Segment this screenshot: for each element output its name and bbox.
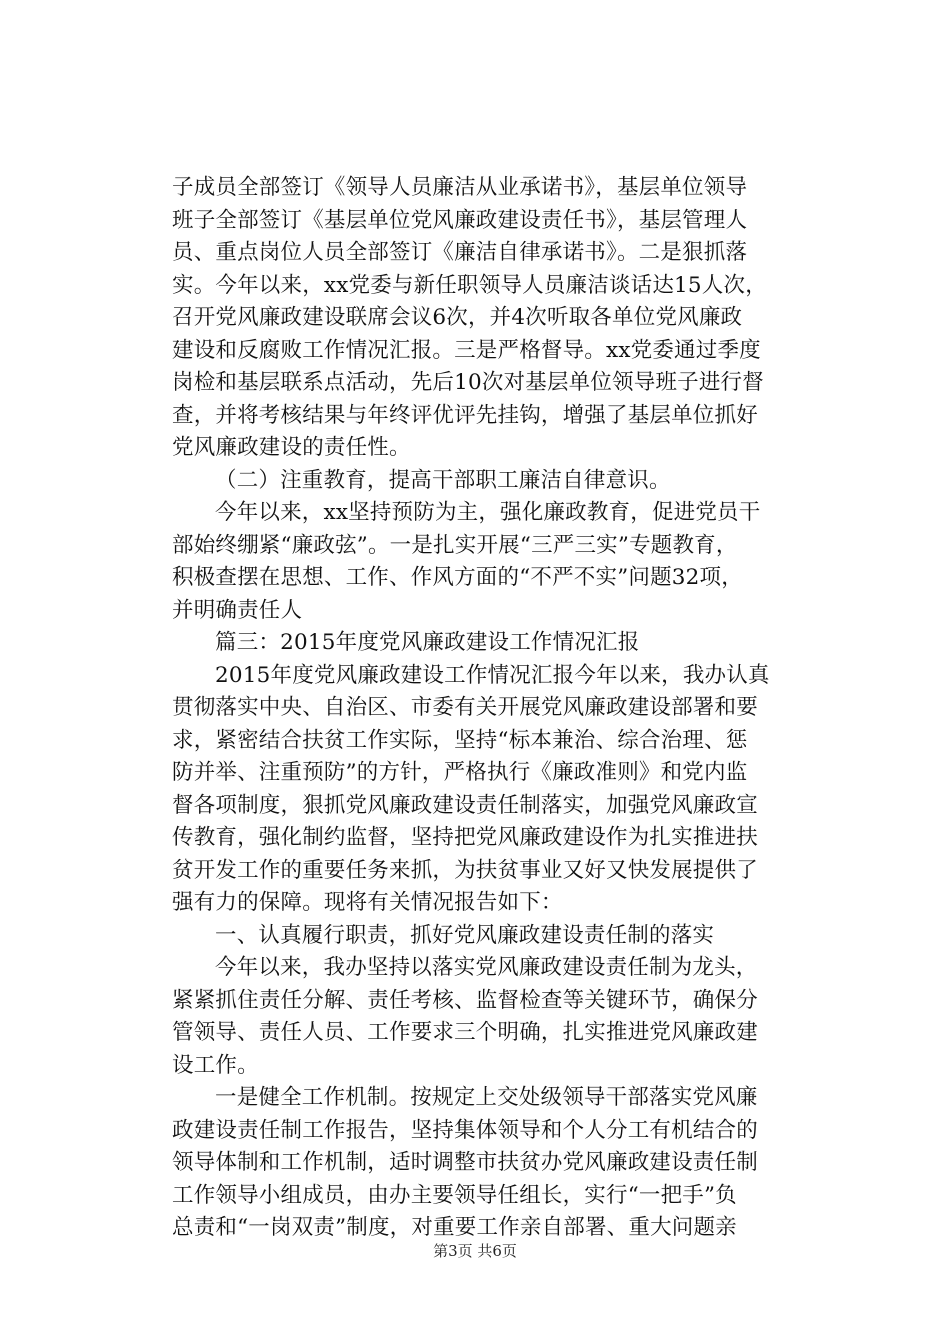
text-line: 召开党风廉政建设联席会议6次，并4次听取各单位党风廉政 [172,305,743,330]
text-line: 班子全部签订《基层单位党风廉政建设责任书》，基层管理人 [172,207,748,233]
text-line: 今年以来，xx坚持预防为主，强化廉政教育，促进党员干 [215,500,761,525]
text-line: 管领导、责任人员、工作要求三个明确，扎实推进党风廉政建 [172,1020,758,1045]
text-line: 督各项制度，狠抓党风廉政建设责任制落实，加强党风廉政宣 [172,792,758,818]
text-line: 工作领导小组成员，由办主要领导任组长，实行“一把手”负 [172,1182,737,1208]
text-line: 今年以来，我办坚持以落实党风廉政建设责任制为龙头， [215,955,758,980]
text-line: 岗检和基层联系点活动，先后10次对基层单位领导班子进行督 [172,370,764,395]
text-line: 求，紧密结合扶贫工作实际，坚持“标本兼治、综合治理、惩 [172,727,748,753]
text-line: 并明确责任人 [172,597,303,623]
text-line: 建设和反腐败工作情况汇报。三是严格督导。xx党委通过季度 [172,337,761,363]
text-line: 领导体制和工作机制，适时调整市扶贫办党风廉政建设责任制 [172,1150,758,1175]
text-line: 党风廉政建设的责任性。 [172,435,411,460]
text-line: 员、重点岗位人员全部签订《廉洁自律承诺书》。二是狠抓落 [172,240,748,265]
text-line: （二）注重教育，提高干部职工廉洁自律意识。 [215,467,671,493]
text-line: 查，并将考核结果与年终评优评先挂钩，增强了基层单位抓好 [172,402,758,428]
text-line: 传教育，强化制约监督，坚持把党风廉政建设作为扎实推进扶 [172,825,758,850]
text-line: 一是健全工作机制。按规定上交处级领导干部落实党风廉 [215,1085,758,1110]
text-line: 实。今年以来，xx党委与新任职领导人员廉洁谈话达15人次， [172,272,767,298]
text-line: 部始终绷紧“廉政弦”。一是扎实开展“三严三实”专题教育， [172,532,738,558]
text-line: 子成员全部签订《领导人员廉洁从业承诺书》，基层单位领导 [172,175,748,200]
text-line: 2015年度党风廉政建设工作情况汇报今年以来，我办认真 [215,662,770,688]
text-line: 紧紧抓住责任分解、责任考核、监督检查等关键环节，确保分 [172,987,758,1013]
text-line: 一、认真履行职责，抓好党风廉政建设责任制的落实 [215,922,715,948]
text-line: 积极查摆在思想、工作、作风方面的“不严不实”问题32项， [172,565,743,590]
text-line: 贯彻落实中央、自治区、市委有关开展党风廉政建设部署和要 [172,695,758,720]
text-line: 贫开发工作的重要任务来抓，为扶贫事业又好又快发展提供了 [172,857,758,883]
page-footer: 第3页 共6页 [433,1242,517,1260]
document-body [172,172,832,1245]
text-line: 篇三：2015年度党风廉政建设工作情况汇报 [215,630,640,655]
text-line: 强有力的保障。现将有关情况报告如下： [172,890,563,915]
text-line: 总责和“一岗双责”制度，对重要工作亲自部署、重大问题亲 [172,1215,737,1240]
text-line: 防并举、注重预防”的方针，严格执行《廉政准则》和党内监 [172,760,748,785]
text-line: 政建设责任制工作报告，坚持集体领导和个人分工有机结合的 [172,1117,758,1143]
text-line: 设工作。 [172,1052,259,1078]
